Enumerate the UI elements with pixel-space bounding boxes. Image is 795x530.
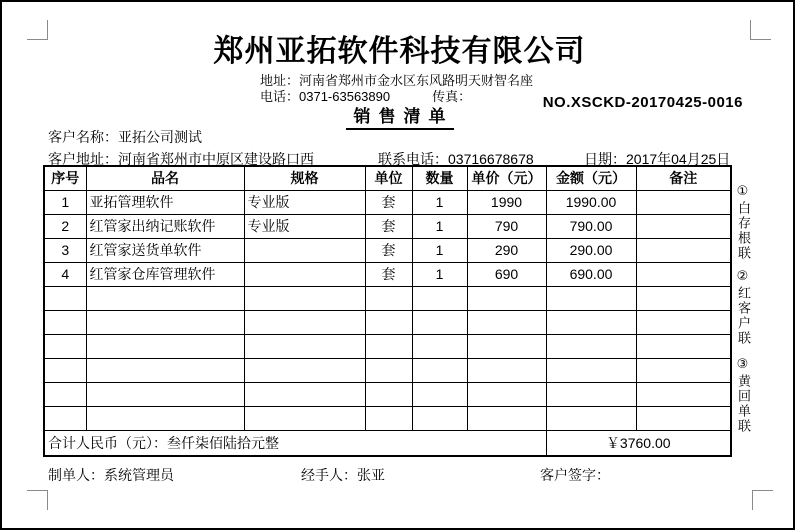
document-number: NO.XSCKD-20170425-0016: [542, 94, 743, 111]
cell: [365, 335, 412, 359]
cell: [86, 383, 244, 407]
cell: [244, 407, 365, 431]
customer-phone: 联系电话：03716678678: [378, 151, 534, 167]
cell: [365, 311, 412, 335]
cell: [44, 383, 86, 407]
table-row: [44, 263, 731, 287]
cell: [86, 359, 244, 383]
table-empty-row: [44, 383, 731, 407]
cell: [244, 335, 365, 359]
cell: [86, 407, 244, 431]
cell: [244, 359, 365, 383]
invoice-date: 日期：2017年04月25日: [584, 151, 731, 167]
crop-mark-bottom-right: [752, 490, 773, 510]
col-header-qty: 数量: [412, 166, 467, 191]
cell: [636, 383, 731, 407]
page-title-wrap: [2, 102, 795, 130]
company-address: 地址：河南省郑州市金水区东风路明天财智名座: [260, 73, 534, 88]
handler-label: 经手人：张亚: [301, 467, 385, 483]
cell: [412, 407, 467, 431]
cell: 专业版: [244, 215, 365, 239]
cell: 790: [467, 215, 546, 239]
table-empty-row: [44, 311, 731, 335]
table-header-row: [44, 166, 731, 191]
table-empty-row: [44, 335, 731, 359]
items-table: [43, 165, 732, 457]
cell: [365, 383, 412, 407]
cell: 套: [365, 239, 412, 263]
company-phone: 电话：0371-63563890: [260, 89, 391, 104]
total-in-words: 合计人民币（元）：叁仟柒佰陆拾元整: [44, 431, 546, 457]
customer-name: 客户名称：亚拓公司测试: [48, 129, 202, 145]
cell: [546, 407, 636, 431]
cell: [467, 311, 546, 335]
cell: [244, 287, 365, 311]
cell: [636, 263, 731, 287]
total-row: [44, 431, 731, 457]
cell: 3: [44, 239, 86, 263]
cell: 290: [467, 239, 546, 263]
cell: [44, 335, 86, 359]
cell: 套: [365, 263, 412, 287]
cell: [412, 287, 467, 311]
maker-label: 制单人：系统管理员: [48, 467, 174, 483]
cell: 专业版: [244, 191, 365, 215]
company-fax: 传真：: [432, 89, 472, 104]
cell: [365, 407, 412, 431]
col-header-product: 品名: [86, 166, 244, 191]
cell: 红管家送货单软件: [86, 239, 244, 263]
cell: 1: [44, 191, 86, 215]
cell: 红管家仓库管理软件: [86, 263, 244, 287]
cell: [467, 383, 546, 407]
cell: [636, 407, 731, 431]
cell: 1: [412, 191, 467, 215]
cell: [365, 287, 412, 311]
cell: [412, 311, 467, 335]
table-body: [44, 191, 731, 431]
cell: [412, 359, 467, 383]
cell: [636, 191, 731, 215]
cell: [244, 239, 365, 263]
company-name: 郑州亚拓软件科技有限公司: [213, 35, 586, 68]
cell: [636, 287, 731, 311]
cell: 1: [412, 239, 467, 263]
total-amount: ￥3760.00: [546, 431, 731, 457]
table-empty-row: [44, 359, 731, 383]
cell: [44, 407, 86, 431]
col-header-remark: 备注: [636, 166, 731, 191]
cell: [467, 407, 546, 431]
page-title: 销售清单: [346, 102, 454, 130]
cell: 1990: [467, 191, 546, 215]
cell: [244, 311, 365, 335]
cell: [44, 287, 86, 311]
cell: 2: [44, 215, 86, 239]
cell: [467, 359, 546, 383]
cell: [244, 263, 365, 287]
cell: [44, 311, 86, 335]
cell: 1: [412, 215, 467, 239]
cell: [636, 359, 731, 383]
cell: [412, 335, 467, 359]
table-empty-row: [44, 287, 731, 311]
cell: [546, 287, 636, 311]
crop-mark-bottom-left: [27, 490, 48, 510]
copy-label-red-customer: ②红客户联: [736, 269, 751, 346]
cell: 790.00: [546, 215, 636, 239]
col-header-spec: 规格: [244, 166, 365, 191]
cell: [636, 335, 731, 359]
cell: [44, 359, 86, 383]
cell: [244, 383, 365, 407]
cell: 690.00: [546, 263, 636, 287]
col-header-price: 单价（元）: [467, 166, 546, 191]
cell: 亚拓管理软件: [86, 191, 244, 215]
copy-label-white-stub: ①白存根联: [736, 184, 751, 261]
table-row: [44, 215, 731, 239]
cell: [86, 311, 244, 335]
customer-address: 客户地址：河南省郑州市中原区建设路口西: [48, 151, 314, 167]
cell: [546, 359, 636, 383]
table-row: [44, 239, 731, 263]
cell: [636, 215, 731, 239]
cell: 红管家出纳记账软件: [86, 215, 244, 239]
customer-signature-label: 客户签字：: [540, 467, 610, 483]
cell: 1: [412, 263, 467, 287]
col-header-amount: 金额（元）: [546, 166, 636, 191]
cell: 290.00: [546, 239, 636, 263]
cell: 690: [467, 263, 546, 287]
table-empty-row: [44, 407, 731, 431]
cell: [365, 359, 412, 383]
cell: [467, 287, 546, 311]
col-header-unit: 单位: [365, 166, 412, 191]
copy-label-yellow-receipt: ③黄回单联: [736, 357, 751, 434]
cell: 1990.00: [546, 191, 636, 215]
cell: [86, 287, 244, 311]
cell: [467, 335, 546, 359]
cell: [636, 239, 731, 263]
cell: [86, 335, 244, 359]
cell: 套: [365, 191, 412, 215]
cell: 4: [44, 263, 86, 287]
cell: [546, 335, 636, 359]
cell: [546, 383, 636, 407]
table-row: [44, 191, 731, 215]
col-header-seq: 序号: [44, 166, 86, 191]
cell: [636, 311, 731, 335]
cell: 套: [365, 215, 412, 239]
cell: [412, 383, 467, 407]
cell: [546, 311, 636, 335]
